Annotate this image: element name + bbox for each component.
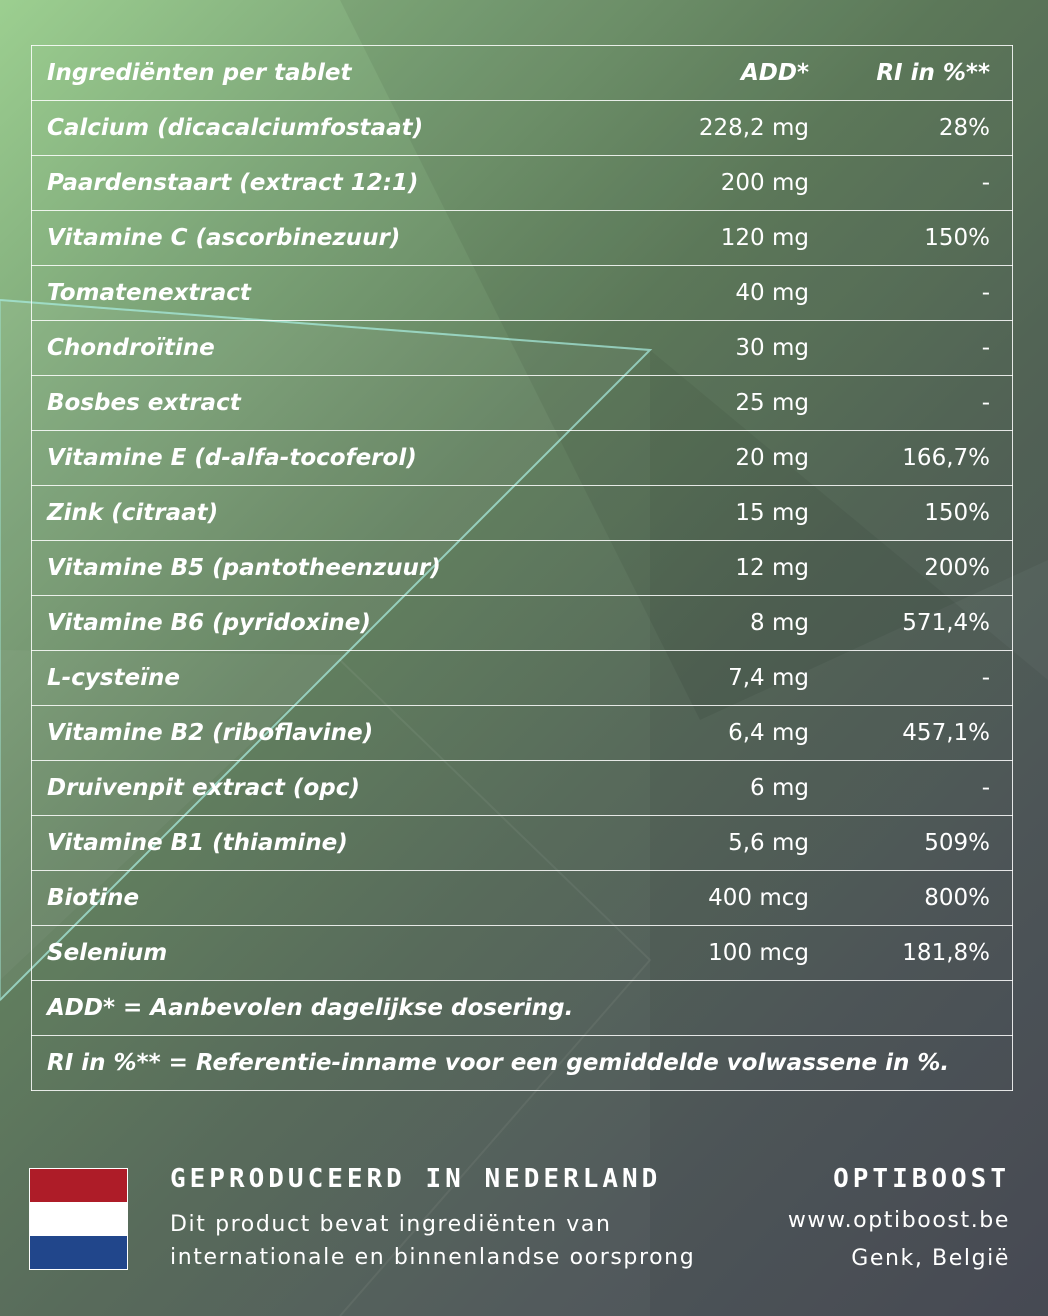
ingredient-ri: 200%	[819, 541, 1013, 596]
ingredient-name: Selenium	[32, 926, 630, 981]
brand-name: OPTIBOOST	[833, 1164, 1010, 1194]
flag-stripe-white	[30, 1202, 127, 1235]
ingredient-name: Bosbes extract	[32, 376, 630, 431]
ingredient-add: 25 mg	[629, 376, 819, 431]
table-row	[32, 651, 1013, 706]
made-in-line-1: Dit product bevat ingrediënten van	[170, 1212, 612, 1237]
header-ri: RI in %**	[819, 46, 1013, 101]
ingredient-ri: 28%	[819, 101, 1013, 156]
table-row	[32, 761, 1013, 816]
brand-location: Genk, België	[851, 1246, 1010, 1271]
ingredient-add: 8 mg	[629, 596, 819, 651]
ingredient-name: Vitamine B5 (pantotheenzuur)	[32, 541, 630, 596]
ingredient-name: Vitamine B6 (pyridoxine)	[32, 596, 630, 651]
ingredient-ri: 571,4%	[819, 596, 1013, 651]
ingredient-name: Calcium (dicacalciumfostaat)	[32, 101, 630, 156]
table-row	[32, 596, 1013, 651]
made-in-title: GEPRODUCEERD IN NEDERLAND	[170, 1164, 662, 1194]
ingredient-add: 5,6 mg	[629, 816, 819, 871]
ingredient-name: Vitamine C (ascorbinezuur)	[32, 211, 630, 266]
ingredient-add: 15 mg	[629, 486, 819, 541]
ingredient-add: 120 mg	[629, 211, 819, 266]
table-row	[32, 321, 1013, 376]
ingredient-add: 6,4 mg	[629, 706, 819, 761]
ingredient-add: 100 mcg	[629, 926, 819, 981]
table-row	[32, 486, 1013, 541]
table-row	[32, 211, 1013, 266]
ingredient-add: 200 mg	[629, 156, 819, 211]
ingredient-name: Zink (citraat)	[32, 486, 630, 541]
ingredient-ri: -	[819, 761, 1013, 816]
ingredient-ri: 181,8%	[819, 926, 1013, 981]
table-row	[32, 376, 1013, 431]
ingredient-ri: 150%	[819, 486, 1013, 541]
ingredient-add: 228,2 mg	[629, 101, 819, 156]
table-row	[32, 706, 1013, 761]
table-row	[32, 541, 1013, 596]
ingredient-name: Druivenpit extract (opc)	[32, 761, 630, 816]
ingredient-add: 6 mg	[629, 761, 819, 816]
ingredient-ri: 150%	[819, 211, 1013, 266]
flag-stripe-red	[30, 1169, 127, 1202]
made-in-line-2: internationale en binnenlandse oorsprong	[170, 1245, 696, 1270]
ingredient-add: 400 mcg	[629, 871, 819, 926]
ingredient-name: Paardenstaart (extract 12:1)	[32, 156, 630, 211]
ingredient-name: Tomatenextract	[32, 266, 630, 321]
table-row	[32, 101, 1013, 156]
netherlands-flag-icon	[29, 1168, 128, 1270]
header-add: ADD*	[629, 46, 819, 101]
table-row	[32, 156, 1013, 211]
footnote-ri: RI in %** = Referentie-inname voor een gemiddelde volwassene in %.	[32, 1036, 1013, 1091]
ingredient-ri: -	[819, 321, 1013, 376]
table-row	[32, 816, 1013, 871]
ingredient-name: Vitamine B1 (thiamine)	[32, 816, 630, 871]
table-header-row	[32, 46, 1013, 101]
table-row	[32, 926, 1013, 981]
ingredient-name: Chondroïtine	[32, 321, 630, 376]
table-row	[32, 266, 1013, 321]
ingredient-ri: 166,7%	[819, 431, 1013, 486]
ingredient-name: Biotine	[32, 871, 630, 926]
brand-website: www.optiboost.be	[787, 1208, 1010, 1233]
made-in-text	[170, 1208, 695, 1274]
ingredient-add: 40 mg	[629, 266, 819, 321]
ingredient-add: 7,4 mg	[629, 651, 819, 706]
ingredient-name: Vitamine B2 (riboflavine)	[32, 706, 630, 761]
table-row	[32, 431, 1013, 486]
ingredient-add: 12 mg	[629, 541, 819, 596]
ingredient-add: 20 mg	[629, 431, 819, 486]
ingredient-ri: -	[819, 266, 1013, 321]
ingredient-ri: 457,1%	[819, 706, 1013, 761]
ingredient-ri: -	[819, 156, 1013, 211]
ingredients-table	[31, 45, 1013, 1091]
ingredient-ri: 800%	[819, 871, 1013, 926]
ingredient-name: L-cysteïne	[32, 651, 630, 706]
ingredient-ri: 509%	[819, 816, 1013, 871]
table-row	[32, 871, 1013, 926]
footnote-add: ADD* = Aanbevolen dagelijkse dosering.	[32, 981, 1013, 1036]
ingredient-name: Vitamine E (d-alfa-tocoferol)	[32, 431, 630, 486]
footnote-row	[32, 981, 1013, 1036]
footnote-row	[32, 1036, 1013, 1091]
footer	[0, 1160, 1048, 1280]
ingredient-add: 30 mg	[629, 321, 819, 376]
ingredient-ri: -	[819, 651, 1013, 706]
flag-stripe-blue	[30, 1236, 127, 1269]
header-ingredient: Ingrediënten per tablet	[32, 46, 630, 101]
ingredient-ri: -	[819, 376, 1013, 431]
